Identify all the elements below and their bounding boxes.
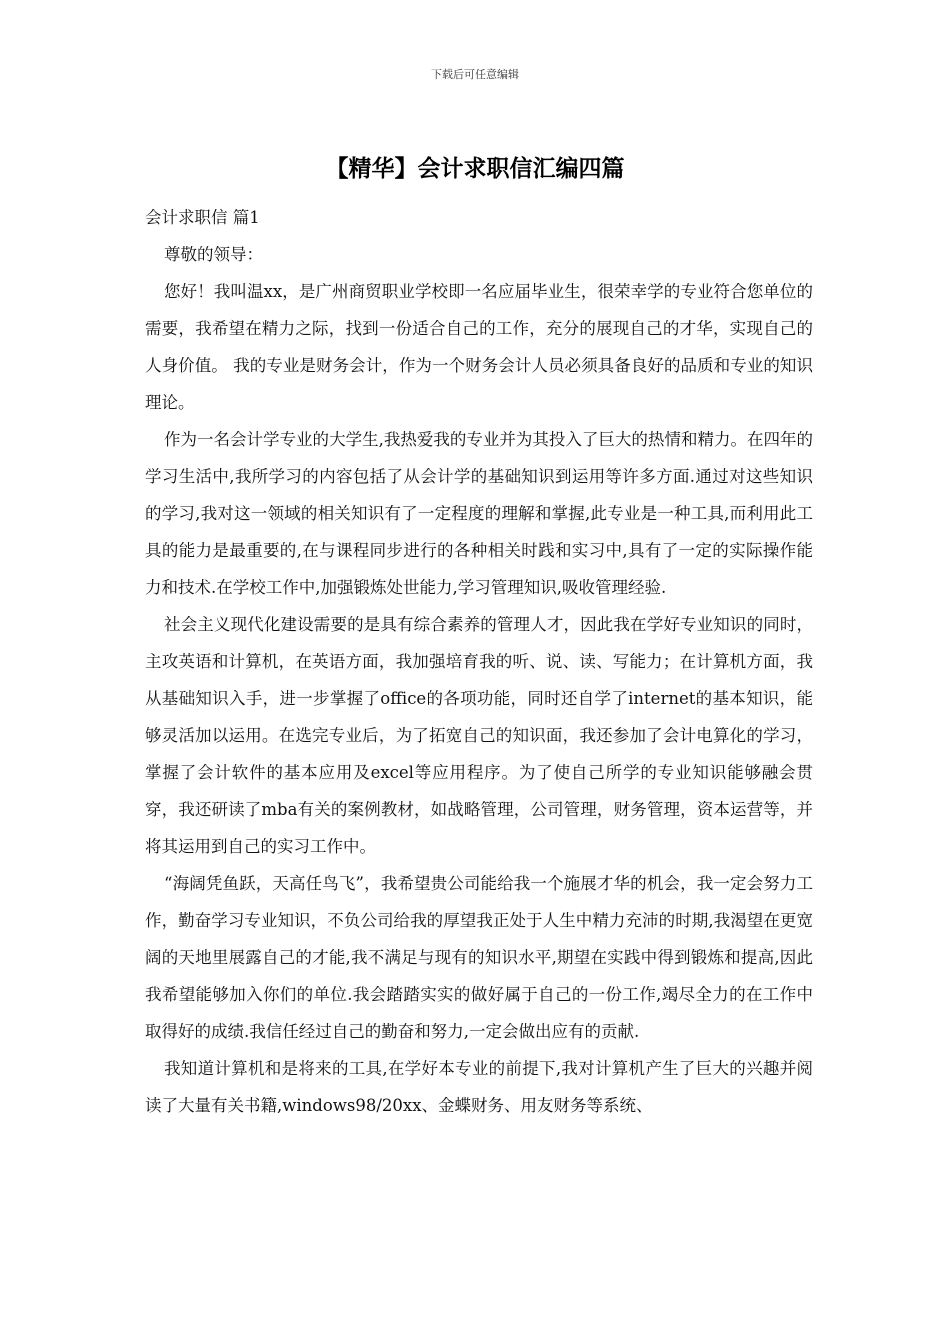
paragraph: 社会主义现代化建设需要的是具有综合素养的管理人才，因此我在学好专业知识的同时，主攻英语和计算机，在英语方面，我加强培育我的听、说、读、写能力；在计算机方面，我从基础知识入手，进一步掌握了office的各项功能，同时还自学了internet的基本知识，能够灵活加以运用。在选完专业后，为了拓宽自己的知识面，我还参加了会计电算化的学习，掌握了会计软件的基本应用及excel等应用程序。为了使自己所学的专业知识能够融会贯穿，我还研读了mba有关的案例教材，如战略管理，公司管理，财务管理，资本运营等，并将其运用到自己的实习工作中。 [145,615,813,856]
salutation: 尊敬的领导： [164,245,263,264]
document-title: 【精华】会计求职信汇编四篇 [325,156,625,182]
paragraph: 您好！我叫温xx，是广州商贸职业学校即一名应届毕业生，很荣幸学的专业符合您单位的需要，我希望在精力之际，找到一份适合自己的工作，充分的展现自己的才华，实现自己的人身价值。 我的专业是财务会计，作为一个财务会计人员必须具备良好的品质和专业的知识理论。 [145,282,813,412]
section-heading: 会计求职信 篇1 [145,208,260,227]
paragraph: 作为一名会计学专业的大学生,我热爱我的专业并为其投入了巨大的热情和精力。在四年的学习生活中,我所学习的内容包括了从会计学的基础知识到运用等许多方面.通过对这些知识的学习,我对这一领域的相关知识有了一定程度的理解和掌握,此专业是一种工具,而利用此工具的能力是最重要的,在与课程同步进行的各种相关时践和实习中,具有了一定的实际操作能力和技术.在学校工作中,加强锻炼处世能力,学习管理知识,吸收管理经验. [145,430,813,597]
header-note: 下载后可任意编辑 [431,68,519,81]
paragraph: 我知道计算机和是将来的工具,在学好本专业的前提下,我对计算机产生了巨大的兴趣并阅读了大量有关书籍,windows98/20xx、金蝶财务、用友财务等系统、 [145,1059,813,1115]
paragraph: “海阔凭鱼跃，天高任鸟飞”，我希望贵公司能给我一个施展才华的机会，我一定会努力工作，勤奋学习专业知识，不负公司给我的厚望我正处于人生中精力充沛的时期,我渴望在更宽阔的天地里展露自己的才能,我不满足与现有的知识水平,期望在实践中得到锻炼和提高,因此我希望能够加入你们的单位.我会踏踏实实的做好属于自己的一份工作,竭尽全力的在工作中取得好的成绩.我信任经过自己的勤奋和努力,一定会做出应有的贡献. [145,874,813,1041]
document-body [145,199,813,1124]
